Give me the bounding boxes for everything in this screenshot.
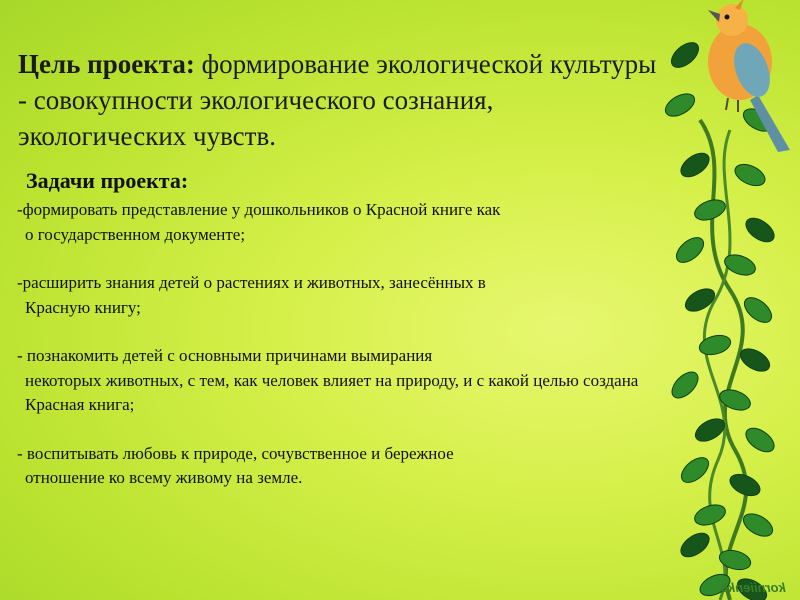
leaf-icon [692, 196, 728, 224]
leaf-icon [677, 453, 713, 487]
leaf-icon [667, 367, 702, 402]
leaf-icon [662, 89, 699, 121]
leaf-icon [682, 284, 719, 316]
author-credit: korniienko [720, 580, 786, 595]
task-item-3-first: - познакомить детей с основными причинами вымирания [17, 346, 433, 365]
tasks-list [17, 198, 677, 491]
task-item-2 [17, 271, 677, 320]
tasks-title: Задачи проекта: [26, 168, 189, 193]
task-item-1-first: -формировать представление у дошкольников о Красной книге как [17, 200, 501, 219]
leaf-icon [672, 233, 708, 267]
task-item-3 [17, 344, 677, 418]
bird-icon [708, 0, 790, 152]
goal-text: формирование экологической культуры - совокупности экологического сознания, экологических чувств. [18, 49, 657, 151]
leaf-icon [667, 38, 703, 72]
task-item-4-first: - воспитывать любовь к природе, сочувственное и бережное [17, 443, 454, 463]
leaf-icon [740, 509, 777, 541]
task-item-1 [17, 198, 677, 247]
task-item-3-rest: некоторых животных, с тем, как человек влияет на природу, и с какой целью создана Красная книга; [25, 370, 639, 414]
goal-label: Цель проекта: [18, 49, 195, 79]
leaf-icon [692, 501, 728, 529]
goal-paragraph [18, 46, 658, 154]
leaf-icon [742, 423, 779, 456]
task-item-2-first: -расширить знания детей о растениях и животных, занесённых в [17, 273, 486, 292]
leaf-icon [740, 293, 776, 327]
task-item-4-rest: отношение ко всему живому на земле. [25, 468, 303, 487]
vine-decoration [640, 0, 800, 600]
task-item-2-rest: Красную книгу; [25, 297, 141, 317]
vine-leaves [662, 38, 779, 600]
leaf-icon [722, 251, 758, 279]
leaf-icon [677, 148, 714, 181]
leaf-icon [742, 213, 779, 246]
task-item-4 [17, 442, 677, 491]
task-item-1-rest: о государственном документе; [25, 224, 246, 244]
leaf-icon [677, 528, 714, 561]
leaf-icon [732, 160, 769, 190]
leaf-icon [697, 332, 733, 358]
